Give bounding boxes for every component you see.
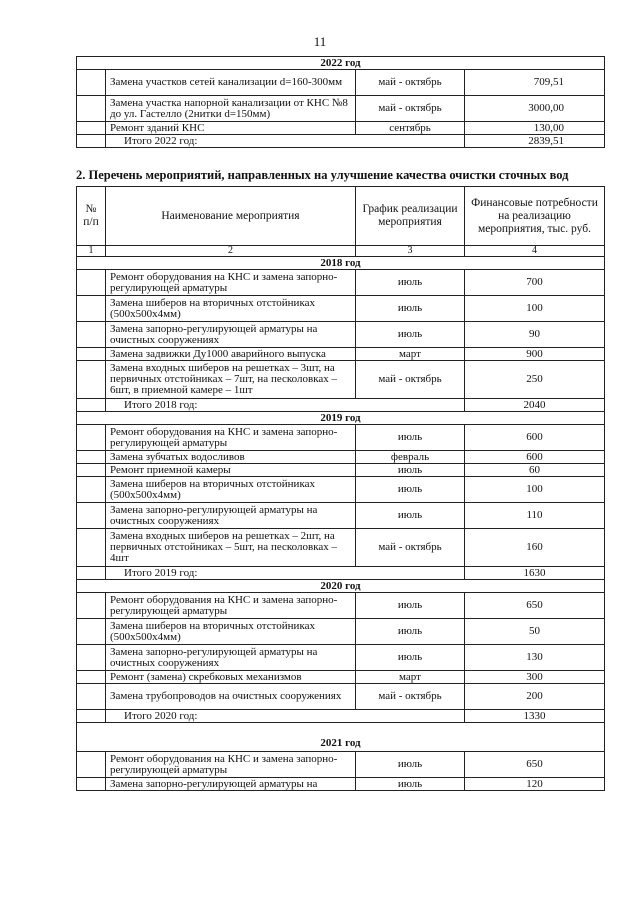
table-row bbox=[77, 322, 605, 348]
amount-cell: 90 bbox=[465, 322, 605, 348]
name-cell: Замена входных шиберов на решетках – 2шт, на первичных отстойниках – 5шт, на песколовках – 4шт bbox=[106, 529, 356, 567]
num-cell bbox=[77, 684, 106, 710]
name-cell: Замена запорно-регулирующей арматуры на очистных сооружениях bbox=[106, 322, 356, 348]
amount-cell: 110 bbox=[465, 503, 605, 529]
amount-cell: 130 bbox=[465, 645, 605, 671]
column-number: 4 bbox=[465, 246, 605, 257]
name-cell: Ремонт зданий КНС bbox=[106, 122, 356, 135]
schedule-cell: май - октябрь bbox=[356, 361, 465, 399]
table-row bbox=[77, 451, 605, 464]
name-cell: Замена запорно-регулирующей арматуры на очистных сооружениях bbox=[106, 645, 356, 671]
table-row bbox=[77, 70, 605, 96]
schedule-cell: июль bbox=[356, 752, 465, 778]
table-row bbox=[77, 503, 605, 529]
total-amount: 1630 bbox=[465, 567, 605, 580]
num-cell bbox=[77, 710, 106, 723]
total-row bbox=[77, 399, 605, 412]
schedule-cell: сентябрь bbox=[356, 122, 465, 135]
amount-cell: 709,51 bbox=[465, 70, 605, 96]
header-schedule: График реализации мероприятия bbox=[356, 187, 465, 246]
schedule-cell: февраль bbox=[356, 451, 465, 464]
table-row bbox=[77, 96, 605, 122]
header-num: № п/п bbox=[77, 187, 106, 246]
total-label: Итого 2022 год: bbox=[106, 135, 465, 148]
num-cell bbox=[77, 96, 106, 122]
column-numbers-row bbox=[77, 246, 605, 257]
table-row bbox=[77, 348, 605, 361]
table-row bbox=[77, 122, 605, 135]
table-header bbox=[77, 187, 605, 246]
schedule-cell: май - октябрь bbox=[356, 96, 465, 122]
total-amount: 1330 bbox=[465, 710, 605, 723]
schedule-cell: июль bbox=[356, 322, 465, 348]
num-cell bbox=[77, 671, 106, 684]
schedule-cell: май - октябрь bbox=[356, 70, 465, 96]
schedule-cell: май - октябрь bbox=[356, 684, 465, 710]
amount-cell: 200 bbox=[465, 684, 605, 710]
year-label: 2020 год bbox=[77, 580, 605, 593]
name-cell: Ремонт (замена) скребковых механизмов bbox=[106, 671, 356, 684]
total-row bbox=[77, 710, 605, 723]
header-amount: Финансовые потребности на реализацию мероприятия, тыс. руб. bbox=[465, 187, 605, 246]
total-label: Итого 2019 год: bbox=[106, 567, 465, 580]
num-cell bbox=[77, 122, 106, 135]
num-cell bbox=[77, 135, 106, 148]
amount-cell: 50 bbox=[465, 619, 605, 645]
section-title: 2. Перечень мероприятий, направленных на улучшение качества очистки сточных вод bbox=[76, 168, 569, 182]
year-row bbox=[77, 580, 605, 593]
table-row bbox=[77, 671, 605, 684]
amount-cell: 600 bbox=[465, 425, 605, 451]
num-cell bbox=[77, 778, 106, 791]
num-cell bbox=[77, 425, 106, 451]
column-number: 1 bbox=[77, 246, 106, 257]
header-name: Наименование мероприятия bbox=[106, 187, 356, 246]
name-cell: Замена шиберов на вторичных отстойниках (500х500х4мм) bbox=[106, 296, 356, 322]
total-label: Итого 2018 год: bbox=[106, 399, 465, 412]
num-cell bbox=[77, 567, 106, 580]
table-row bbox=[77, 529, 605, 567]
num-cell bbox=[77, 593, 106, 619]
num-cell bbox=[77, 464, 106, 477]
total-row bbox=[77, 567, 605, 580]
amount-cell: 120 bbox=[465, 778, 605, 791]
num-cell bbox=[77, 399, 106, 412]
table-row bbox=[77, 684, 605, 710]
table-row bbox=[77, 593, 605, 619]
amount-cell: 160 bbox=[465, 529, 605, 567]
name-cell: Замена запорно-регулирующей арматуры на очистных сооружениях bbox=[106, 503, 356, 529]
name-cell: Замена входных шиберов на решетках – 3шт, на первичных отстойниках – 7шт, на песколовках – 6шт, в приемной камере – 1шт bbox=[106, 361, 356, 399]
amount-cell: 100 bbox=[465, 296, 605, 322]
page-number: 11 bbox=[313, 34, 327, 49]
schedule-cell: март bbox=[356, 348, 465, 361]
total-amount: 2040 bbox=[465, 399, 605, 412]
amount-cell: 650 bbox=[465, 593, 605, 619]
schedule-cell: июль bbox=[356, 645, 465, 671]
table-row bbox=[77, 645, 605, 671]
name-cell: Ремонт оборудования на КНС и замена запорно-регулирующей арматуры bbox=[106, 425, 356, 451]
num-cell bbox=[77, 645, 106, 671]
amount-cell: 700 bbox=[465, 270, 605, 296]
schedule-cell: май - октябрь bbox=[356, 529, 465, 567]
table-row bbox=[77, 361, 605, 399]
num-cell bbox=[77, 529, 106, 567]
name-cell: Ремонт оборудования на КНС и замена запорно-регулирующей арматуры bbox=[106, 270, 356, 296]
name-cell: Ремонт оборудования на КНС и замена запорно-регулирующей арматуры bbox=[106, 593, 356, 619]
num-cell bbox=[77, 503, 106, 529]
table-wastewater-measures bbox=[76, 186, 605, 791]
schedule-cell: июль bbox=[356, 296, 465, 322]
year-label: 2022 год bbox=[77, 57, 605, 70]
schedule-cell: март bbox=[356, 671, 465, 684]
amount-cell: 250 bbox=[465, 361, 605, 399]
amount-cell: 100 bbox=[465, 477, 605, 503]
table-row bbox=[77, 778, 605, 791]
table-row bbox=[77, 296, 605, 322]
num-cell bbox=[77, 752, 106, 778]
table-row bbox=[77, 425, 605, 451]
amount-cell: 130,00 bbox=[465, 122, 605, 135]
total-label: Итого 2020 год: bbox=[106, 710, 465, 723]
table-row bbox=[77, 464, 605, 477]
num-cell bbox=[77, 322, 106, 348]
name-cell: Замена участка напорной канализации от КНС №8 до ул. Гастелло (2нитки d=150мм) bbox=[106, 96, 356, 122]
schedule-cell: июль bbox=[356, 464, 465, 477]
num-cell bbox=[77, 451, 106, 464]
name-cell: Замена шиберов на вторичных отстойниках (500х500х4мм) bbox=[106, 619, 356, 645]
total-row bbox=[77, 135, 605, 148]
table-row bbox=[77, 477, 605, 503]
name-cell: Замена трубопроводов на очистных сооружениях bbox=[106, 684, 356, 710]
schedule-cell: июль bbox=[356, 270, 465, 296]
num-cell bbox=[77, 619, 106, 645]
year-label: 2021 год bbox=[77, 723, 605, 752]
year-row bbox=[77, 257, 605, 270]
schedule-cell: июль bbox=[356, 619, 465, 645]
name-cell: Замена участков сетей канализации d=160-300мм bbox=[106, 70, 356, 96]
year-label: 2019 год bbox=[77, 412, 605, 425]
table-2022 bbox=[76, 56, 605, 148]
amount-cell: 900 bbox=[465, 348, 605, 361]
num-cell bbox=[77, 361, 106, 399]
num-cell bbox=[77, 270, 106, 296]
amount-cell: 600 bbox=[465, 451, 605, 464]
year-label: 2018 год bbox=[77, 257, 605, 270]
amount-cell: 300 bbox=[465, 671, 605, 684]
amount-cell: 650 bbox=[465, 752, 605, 778]
schedule-cell: июль bbox=[356, 778, 465, 791]
total-amount: 2839,51 bbox=[465, 135, 605, 148]
year-row bbox=[77, 412, 605, 425]
num-cell bbox=[77, 296, 106, 322]
name-cell: Замена зубчатых водосливов bbox=[106, 451, 356, 464]
name-cell: Замена задвижки Ду1000 аварийного выпуска bbox=[106, 348, 356, 361]
column-number: 2 bbox=[106, 246, 356, 257]
table-row bbox=[77, 619, 605, 645]
column-number: 3 bbox=[356, 246, 465, 257]
name-cell: Ремонт приемной камеры bbox=[106, 464, 356, 477]
schedule-cell: июль bbox=[356, 503, 465, 529]
year-row bbox=[77, 57, 605, 70]
name-cell: Ремонт оборудования на КНС и замена запорно-регулирующей арматуры bbox=[106, 752, 356, 778]
year-row bbox=[77, 723, 605, 752]
schedule-cell: июль bbox=[356, 425, 465, 451]
num-cell bbox=[77, 477, 106, 503]
num-cell bbox=[77, 348, 106, 361]
schedule-cell: июль bbox=[356, 593, 465, 619]
num-cell bbox=[77, 70, 106, 96]
name-cell: Замена шиберов на вторичных отстойниках (500х500х4мм) bbox=[106, 477, 356, 503]
table-row bbox=[77, 270, 605, 296]
name-cell: Замена запорно-регулирующей арматуры на bbox=[106, 778, 356, 791]
table-row bbox=[77, 752, 605, 778]
amount-cell: 60 bbox=[465, 464, 605, 477]
amount-cell: 3000,00 bbox=[465, 96, 605, 122]
schedule-cell: июль bbox=[356, 477, 465, 503]
